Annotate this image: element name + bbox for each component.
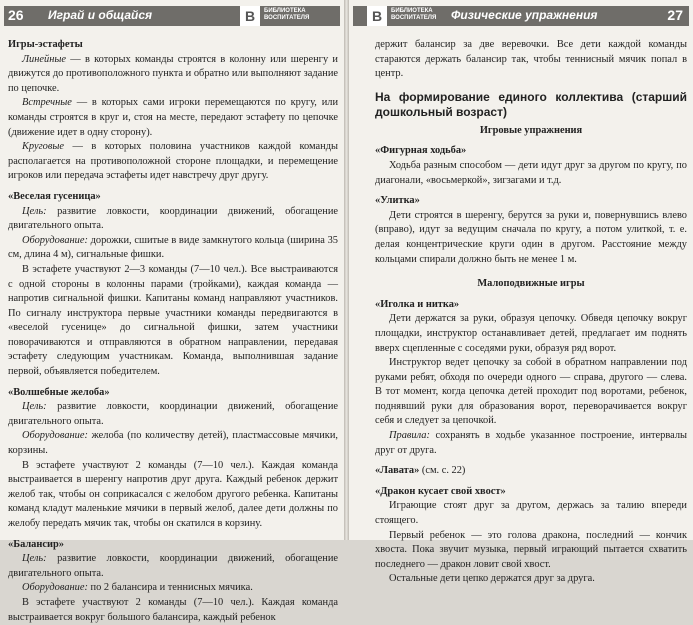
paragraph: Дети держатся за руки, образуя цепочку. Обведя цепочку вокруг площадки, инструктор останавливает детей, предлагает им поднять вверх сцепленные с соседями руки, образуя ряд ворот. bbox=[375, 313, 687, 354]
text: по 2 балансира и теннисных мячика. bbox=[87, 582, 253, 594]
heading-collective: На формирование единого коллектива (старший дошкольный возраст) bbox=[375, 89, 687, 119]
left-page-header bbox=[4, 6, 340, 26]
page-reference: (см. с. 22) bbox=[419, 465, 466, 477]
paragraph bbox=[8, 205, 338, 234]
subheading: Малоподвижные игры bbox=[477, 278, 585, 290]
text: развитие ловкости, координации движений, обогащение двигательного опыта. bbox=[8, 205, 338, 232]
paragraph: Первый ребенок — это голова дракона, последний — кончик хвоста. Пока звучит музыка, первый играющий пытается схватить последнего — дракон ловит свой хвост. bbox=[375, 529, 687, 570]
paragraph bbox=[8, 140, 338, 184]
paragraph: В эстафете участвуют 2 команды (7—10 чел.). Каждая команда выстраивается вокруг большого балансира, каждый ребенок bbox=[8, 596, 338, 623]
paragraph bbox=[8, 581, 338, 596]
game-name: «Лавата» bbox=[375, 465, 420, 477]
library-series-label bbox=[264, 8, 309, 22]
right-page-header bbox=[353, 6, 689, 26]
page-number: 26 bbox=[8, 7, 24, 23]
paragraph bbox=[8, 53, 338, 97]
text: — в которых команды строятся в колонну или шеренгу и движутся до противоположного пункта и обратно или выполняют задание по цепочке. bbox=[8, 53, 338, 94]
paragraph: Инструктор ведет цепочку за собой в обратном направлении под руками ребят, обходя по очереди одного — справа, другого — слева. В тот момент, когда цепочка детей проходит под воротами, ребенок, поднявший руки для образования ворот, переворачивается вокруг себя и следует за цепочкой. bbox=[375, 357, 687, 427]
library-series-label bbox=[391, 8, 436, 22]
term: Цель: bbox=[22, 553, 47, 565]
paragraph: Остальные дети цепко держатся друг за друга. bbox=[389, 573, 595, 585]
library-line-2: ВОСПИТАТЕЛЯ bbox=[391, 15, 437, 21]
heading-relay-games: Игры-эстафеты bbox=[8, 39, 83, 50]
left-page bbox=[0, 0, 344, 623]
text: дорожки, сшитые в виде замкнутого кольца (ширина 35 см, длина 4 м), сигнальные фишки. bbox=[8, 234, 338, 261]
library-line-2: ВОСПИТАТЕЛЯ bbox=[264, 15, 310, 21]
game-title: «Дракон кусает свой хвост» bbox=[375, 485, 506, 497]
paragraph: Дети строятся в шеренгу, берутся за руки и, повернувшись влево (вправо), идут за ведущим сначала по кругу, а потом улиткой, т. е. делая концентрические круги один в другом. Расстояние между кольцами спирали должно быть не менее 1 м. bbox=[375, 209, 687, 265]
game-title: «Веселая гусеница» bbox=[8, 190, 101, 202]
term: Оборудование: bbox=[22, 582, 88, 594]
paragraph: Ходьба разным способом — дети идут друг за другом по кругу, по диагонали, «восьмеркой», зигзагами и т.д. bbox=[375, 159, 687, 186]
subheading: Игровые упражнения bbox=[479, 124, 583, 136]
library-line-1: БИБЛИОТЕКА bbox=[264, 8, 306, 14]
text: — в которых половина участников каждой команды располагается на противоположной стороне площадки, и перемещение игроков или передача эстафеты идет навстречу друг другу. bbox=[8, 141, 338, 182]
term: Цель: bbox=[22, 205, 47, 217]
term: Оборудование: bbox=[22, 234, 88, 246]
paragraph bbox=[375, 429, 687, 458]
text: развитие ловкости, координации движений, обогащение двигательного опыта. bbox=[8, 401, 338, 427]
game-title: «Балансир» bbox=[8, 538, 64, 550]
term: Встречные bbox=[22, 97, 72, 109]
game-title: «Иголка и нитка» bbox=[375, 298, 460, 310]
text: — в которых сами игроки перемещаются по кругу, или команды строятся в круг и, стоя на месте, передают эстафету по цепочке (движение идет в одну сторону). bbox=[8, 97, 338, 138]
paragraph: Играющие стоят друг за другом, держась за талию впереди стоящего. bbox=[375, 500, 687, 527]
term: Правила: bbox=[389, 430, 430, 442]
game-title bbox=[375, 464, 687, 479]
paragraph bbox=[8, 96, 338, 140]
library-line-1: БИБЛИОТЕКА bbox=[391, 8, 433, 14]
right-page bbox=[349, 0, 693, 585]
right-page-text bbox=[375, 38, 687, 587]
game-title: «Волшебные желоба» bbox=[8, 386, 110, 398]
game-title: «Улитка» bbox=[375, 195, 420, 207]
text: развитие ловкости, координации движений, обогащение двигательного опыта. bbox=[8, 553, 338, 579]
library-logo-icon: В bbox=[367, 6, 387, 26]
section-title: Играй и общайся bbox=[48, 8, 153, 22]
game-title: «Фигурная ходьба» bbox=[375, 145, 467, 157]
paragraph: В эстафете участвуют 2 команды (7—10 чел.). Каждая команда выстраивается в шеренгу напротив друг друга. Каждый ребенок держит желоб так, чтобы он соприкасался с желобом другого ребенка. Капитаны команд кладут маленькие мячики в первый желоб, далее дети должны по желобу передать мячик так, чтобы он скатился в корзину. bbox=[8, 459, 338, 529]
text: сохранять в ходьбе указанное построение, интервалы друг от друга. bbox=[375, 430, 687, 456]
paragraph bbox=[8, 552, 338, 581]
term: Цель: bbox=[22, 401, 47, 413]
paragraph: держит балансир за две веревочки. Все дети каждой команды стараются держать балансир так, чтобы теннисный мячик попал в центр. bbox=[375, 39, 687, 80]
term: Линейные bbox=[22, 53, 66, 65]
page-number: 27 bbox=[667, 7, 683, 23]
term: Круговые bbox=[22, 141, 64, 153]
left-page-text bbox=[8, 38, 338, 625]
term: Оборудование: bbox=[22, 430, 88, 442]
paragraph bbox=[8, 429, 338, 458]
text: желоба (по количеству детей), пластмассовые мячики, корзины. bbox=[8, 430, 338, 457]
paragraph bbox=[8, 234, 338, 263]
library-logo-icon: В bbox=[240, 6, 260, 26]
section-title: Физические упражнения bbox=[451, 8, 598, 22]
paragraph bbox=[8, 400, 338, 429]
paragraph: В эстафете участвуют 2—3 команды (7—10 чел.). Все выстраиваются с одной стороны в колонны парами (тройками), каждая команда — напротив сигнальной фишки. Капитаны команд направляют участников. По сигналу инструктора первые участники команды передвигаются в «веселой гусенице» до сигнальной фишки, затем участники поворачиваются и отправляются в обратном направлении, передавая эстафету следующим участникам. Команда, выполнившая задание первой, объявляется победителем. bbox=[8, 263, 338, 378]
